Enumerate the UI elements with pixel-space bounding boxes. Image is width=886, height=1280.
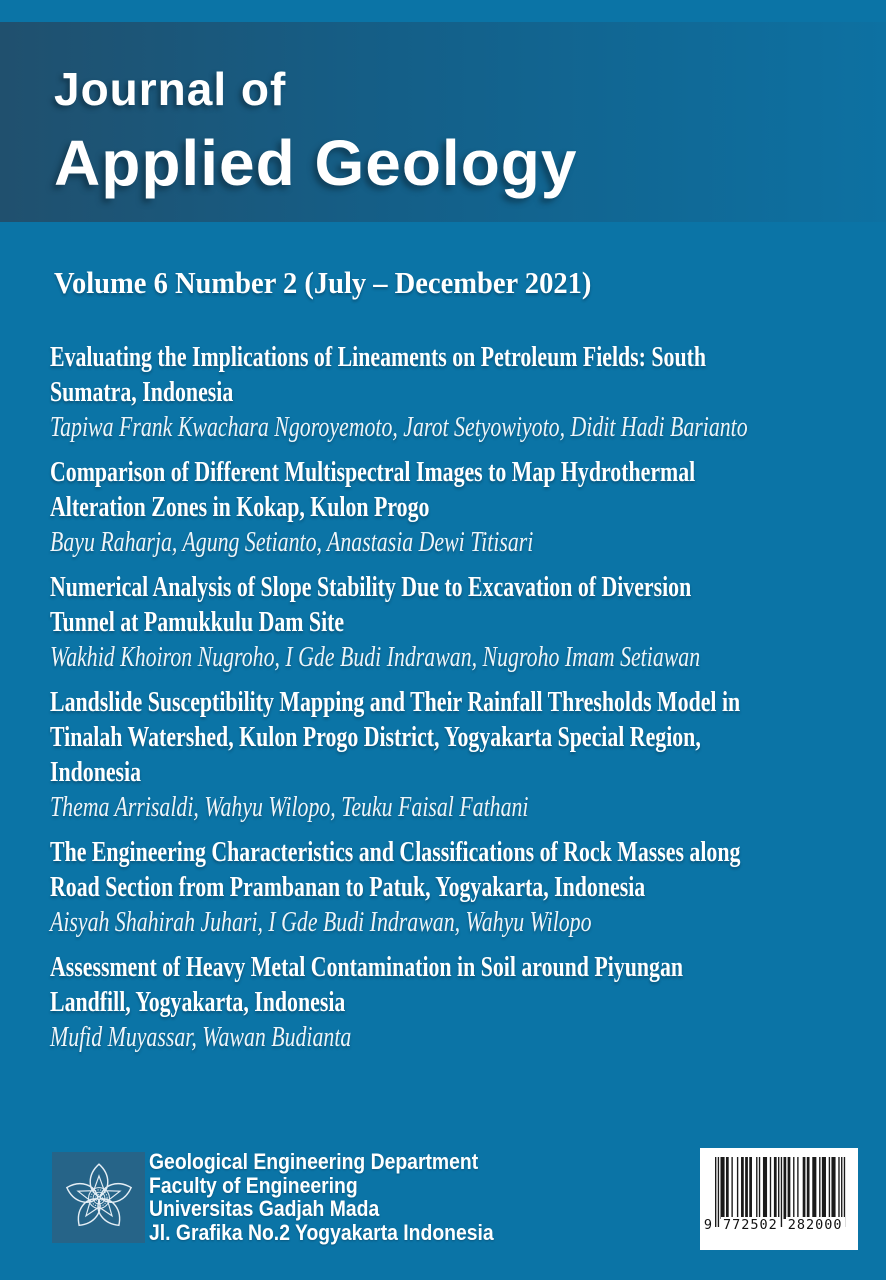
- article-entry: [50, 570, 886, 675]
- article-title-line: Tunnel at Pamukkulu Dam Site: [50, 607, 345, 638]
- issn-barcode: [700, 1148, 858, 1250]
- article-authors: Wakhid Khoiron Nugroho, I Gde Budi Indrawan, Nugroho Imam Setiawan: [50, 642, 701, 673]
- article-authors: Thema Arrisaldi, Wahyu Wilopo, Teuku Faisal Fathani: [50, 792, 529, 823]
- article-title-line: Indonesia: [50, 757, 142, 788]
- table-of-contents: [50, 340, 886, 1065]
- article-authors: Bayu Raharja, Agung Setianto, Anastasia Dewi Titisari: [50, 527, 534, 558]
- ugm-logo: [52, 1152, 145, 1243]
- publisher-block: [149, 1150, 709, 1244]
- article-title-line: Landslide Susceptibility Mapping and Their Rainfall Thresholds Model in: [50, 687, 741, 718]
- article-title-line: Road Section from Prambanan to Patuk, Yogyakarta, Indonesia: [50, 872, 646, 903]
- issue-line: Volume 6 Number 2 (July – December 2021): [54, 265, 592, 300]
- publisher-line: Jl. Grafika No.2 Yogyakarta Indonesia: [149, 1219, 494, 1245]
- article-title-line: Numerical Analysis of Slope Stability Due to Excavation of Diversion: [50, 572, 692, 603]
- barcode-digits: [702, 1217, 856, 1235]
- journal-title: Applied Geology: [54, 127, 578, 199]
- article-title-line: Sumatra, Indonesia: [50, 377, 234, 408]
- article-entry: [50, 950, 886, 1055]
- ugm-emblem-icon: [60, 1159, 138, 1237]
- article-title-line: Tinalah Watershed, Kulon Progo District, Yogyakarta Special Region,: [50, 722, 701, 753]
- publisher-line: Faculty of Engineering: [149, 1172, 358, 1198]
- article-title-line: Landfill, Yogyakarta, Indonesia: [50, 987, 346, 1018]
- article-authors: Tapiwa Frank Kwachara Ngoroyemoto, Jarot Setyowiyoto, Didit Hadi Barianto: [50, 412, 748, 443]
- article-entry: [50, 835, 886, 940]
- article-title-line: Alteration Zones in Kokap, Kulon Progo: [50, 492, 430, 523]
- barcode-digit-group: 9: [703, 1217, 714, 1233]
- article-title-line: Comparison of Different Multispectral Images to Map Hydrothermal: [50, 457, 696, 488]
- barcode-digit-group: 772502: [723, 1217, 778, 1233]
- article-title-line: Evaluating the Implications of Lineaments on Petroleum Fields: South: [50, 342, 707, 373]
- article-entry: [50, 340, 886, 445]
- article-entry: [50, 685, 886, 825]
- publisher-line: Universitas Gadjah Mada: [149, 1196, 380, 1221]
- article-entry: [50, 455, 886, 560]
- article-title-line: Assessment of Heavy Metal Contamination in Soil around Piyungan: [50, 952, 684, 983]
- barcode-digit-group: 282000: [787, 1217, 843, 1233]
- article-title-line: The Engineering Characteristics and Classifications of Rock Masses along: [50, 837, 741, 868]
- article-authors: Mufid Muyassar, Wawan Budianta: [50, 1022, 352, 1053]
- article-authors: Aisyah Shahirah Juhari, I Gde Budi Indrawan, Wahyu Wilopo: [50, 907, 592, 938]
- publisher-line: Geological Engineering Department: [149, 1149, 479, 1174]
- masthead-banner: [0, 22, 886, 222]
- journal-title-prefix: Journal of: [54, 63, 287, 115]
